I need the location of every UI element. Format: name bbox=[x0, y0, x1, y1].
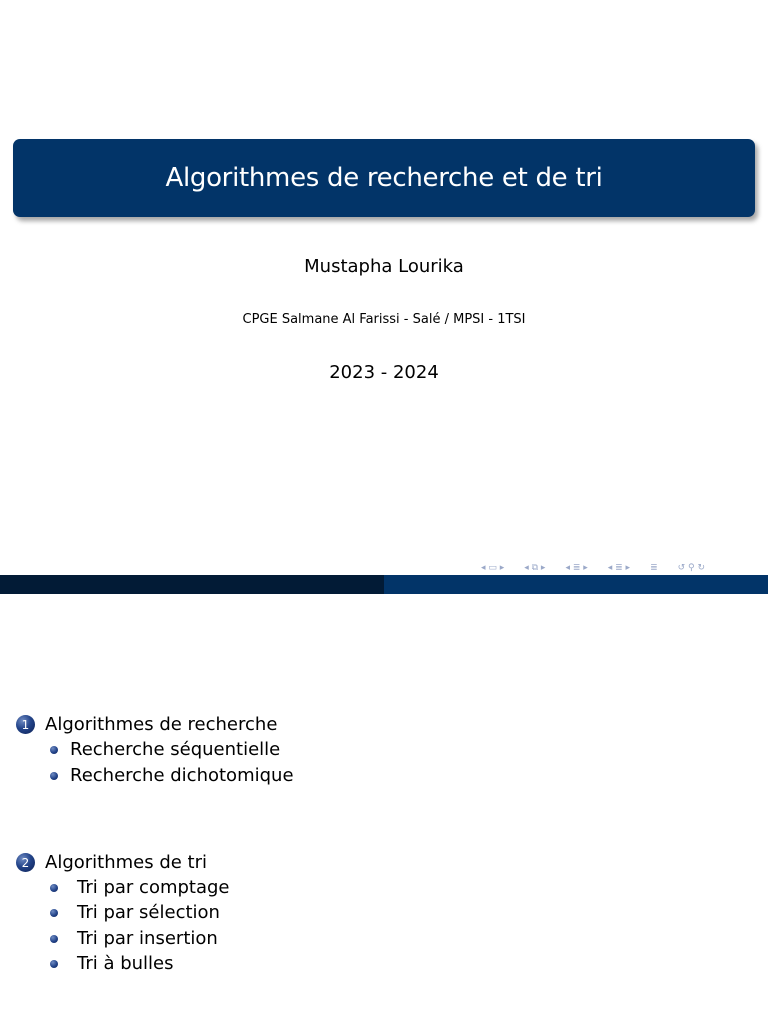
nav-search-icon[interactable]: ↺ ⚲ ↻ bbox=[677, 563, 706, 573]
toc-subsection-title: Tri par insertion bbox=[77, 928, 218, 949]
toc-subsection[interactable] bbox=[50, 877, 230, 898]
title-box bbox=[13, 139, 755, 217]
bullet-icon bbox=[50, 960, 58, 968]
toc-subsection[interactable] bbox=[50, 928, 218, 949]
author: Mustapha Lourika bbox=[304, 256, 464, 277]
toc-subsection-title: Recherche dichotomique bbox=[70, 765, 294, 786]
institute: CPGE Salmane Al Farissi - Salé / MPSI - 1TSI bbox=[242, 312, 526, 327]
toc-subsection[interactable] bbox=[50, 902, 220, 923]
toc-section[interactable] bbox=[16, 852, 207, 873]
toc-section-title: Algorithmes de recherche bbox=[45, 714, 278, 735]
beamer-navigation-bar bbox=[480, 560, 706, 576]
toc-section[interactable] bbox=[16, 714, 277, 735]
toc-subsection[interactable] bbox=[50, 739, 280, 760]
bullet-icon bbox=[50, 884, 58, 892]
toc-section-title: Algorithmes de tri bbox=[45, 852, 208, 873]
date: 2023 - 2024 bbox=[329, 362, 439, 383]
toc-subsection-title: Recherche séquentielle bbox=[70, 739, 281, 760]
toc-subsection[interactable] bbox=[50, 765, 294, 786]
footer-bar-right bbox=[384, 575, 768, 594]
section-number-ball: 2 bbox=[16, 853, 35, 872]
nav-align-icon[interactable]: ≣ bbox=[650, 563, 658, 573]
outline-slide bbox=[0, 600, 768, 1024]
toc-subsection[interactable] bbox=[50, 953, 174, 974]
presentation-title: Algorithmes de recherche et de tri bbox=[165, 163, 603, 193]
footer-bar-left bbox=[0, 575, 384, 594]
bullet-icon bbox=[50, 772, 58, 780]
toc-subsection-title: Tri par sélection bbox=[77, 902, 220, 923]
nav-subsubsection-icon[interactable]: ◂ ≣ ▸ bbox=[607, 563, 631, 573]
section-number-ball: 1 bbox=[16, 715, 35, 734]
toc-subsection-title: Tri par comptage bbox=[77, 877, 230, 898]
toc-subsection-title: Tri à bulles bbox=[77, 953, 174, 974]
nav-section-icon[interactable]: ◂ ≣ ▸ bbox=[565, 563, 588, 573]
bullet-icon bbox=[50, 935, 58, 943]
bullet-icon bbox=[50, 909, 58, 917]
nav-frame-icon[interactable]: ◂ ▭ ▸ bbox=[481, 563, 505, 573]
nav-subsection-icon[interactable]: ◂ ⧉ ▸ bbox=[524, 563, 546, 573]
bullet-icon bbox=[50, 746, 58, 754]
